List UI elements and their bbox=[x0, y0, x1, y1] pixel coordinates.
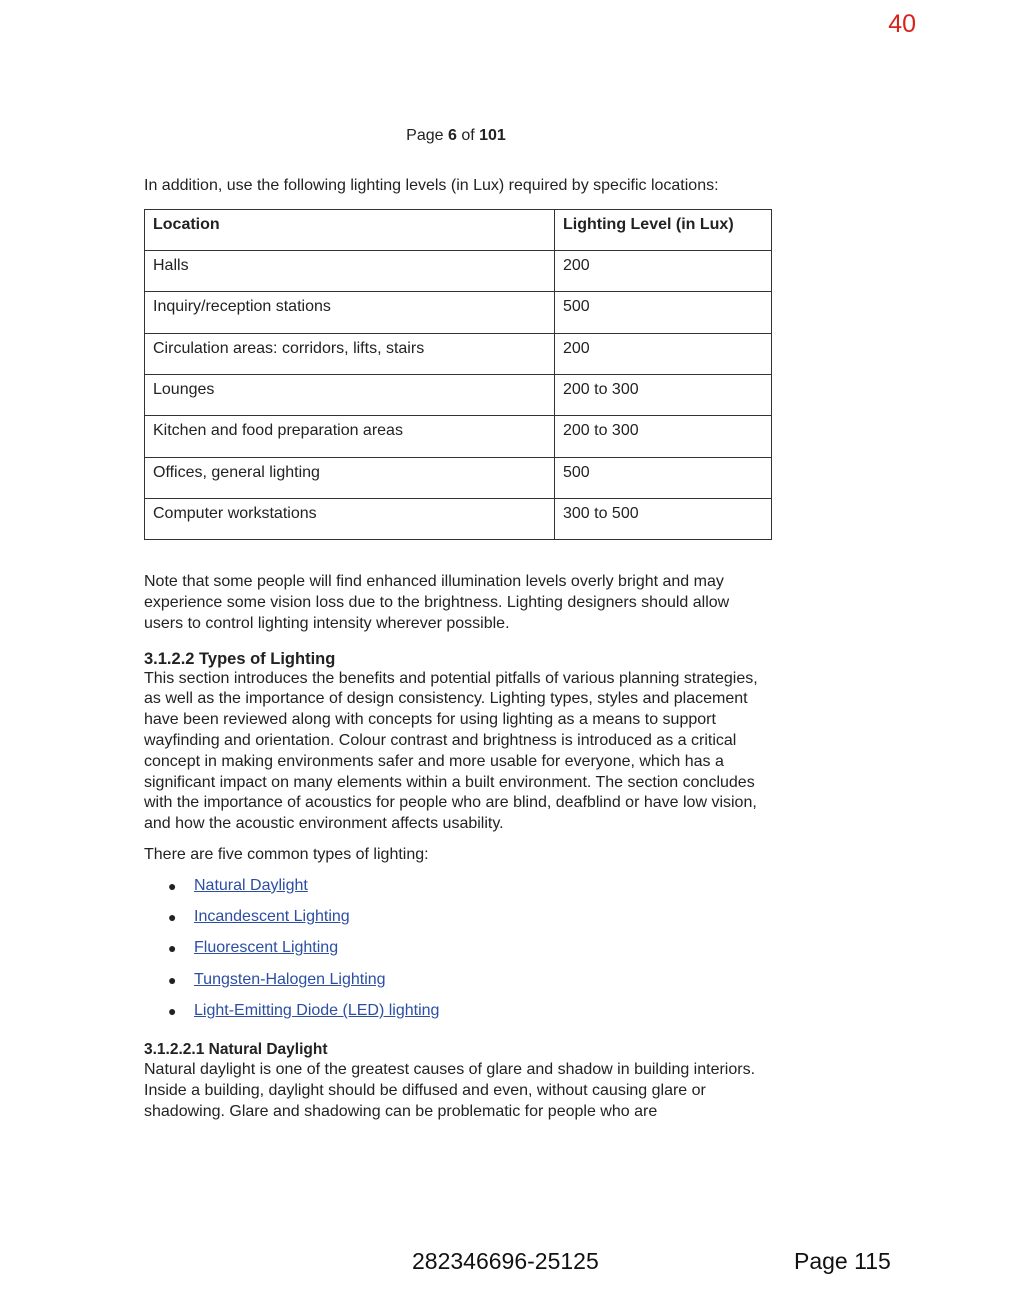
link-led-lighting[interactable]: Light-Emitting Diode (LED) lighting bbox=[194, 1001, 440, 1019]
list-item bbox=[144, 938, 772, 969]
page-header-prefix: Page bbox=[406, 127, 448, 144]
subsection-body: Natural daylight is one of the greatest causes of glare and shadow in building interiors. Inside a building, daylight should be diffused and even, without causing glare or shadowing. Glare and shadowing can be problematic for people who are bbox=[144, 1061, 756, 1120]
table-cell-location: Computer workstations bbox=[145, 498, 555, 539]
table-cell-level: 300 to 500 bbox=[555, 498, 772, 539]
link-natural-daylight[interactable]: Natural Daylight bbox=[194, 876, 308, 894]
document-body bbox=[144, 176, 772, 1133]
table-cell-location: Lounges bbox=[145, 374, 555, 415]
page-header bbox=[0, 127, 912, 145]
table-cell-level: 200 to 300 bbox=[555, 374, 772, 415]
link-fluorescent-lighting[interactable]: Fluorescent Lighting bbox=[194, 939, 339, 957]
page-header-middle: of bbox=[456, 127, 480, 144]
lighting-types-list bbox=[144, 876, 772, 1032]
section-body: This section introduces the benefits and potential pitfalls of various planning strategies, as well as the importance of design consistency. Lighting types, styles and placement have been reviewed along with concepts for using lighting as a means to support wayfinding and orientation. Colour contrast and brightness is introduced as a critical concept in making environments safer and more usable for everyone, which has a significant impact on many elements within a built environment. The section concludes with the importance of acoustics for people who are blind, deafblind or have low vision, and how the acoustic environment affects usability. bbox=[144, 669, 758, 833]
page-header-current: 6 bbox=[447, 127, 457, 144]
link-incandescent-lighting[interactable]: Incandescent Lighting bbox=[194, 908, 350, 926]
column-header-location: Location bbox=[145, 209, 555, 250]
table-cell-location: Offices, general lighting bbox=[145, 457, 555, 498]
table-row bbox=[145, 251, 772, 292]
subsection-heading: 3.1.2.2.1 Natural Daylight bbox=[144, 1041, 328, 1059]
link-tungsten-halogen-lighting[interactable]: Tungsten-Halogen Lighting bbox=[194, 970, 386, 988]
list-item bbox=[144, 1001, 772, 1032]
page-header-total: 101 bbox=[479, 127, 506, 144]
table-row bbox=[145, 333, 772, 374]
table-row bbox=[145, 292, 772, 333]
list-item bbox=[144, 970, 772, 1001]
bullet-icon: ● bbox=[168, 1002, 177, 1019]
bullet-icon: ● bbox=[168, 909, 177, 926]
table-cell-location: Halls bbox=[145, 251, 555, 292]
bullet-icon: ● bbox=[168, 877, 177, 894]
table-cell-level: 200 bbox=[555, 333, 772, 374]
note-paragraph: Note that some people will find enhanced illumination levels overly bright and may experience some vision loss due to the brightness. Lighting designers should allow users to control lighting intensity wherever possible. bbox=[144, 573, 730, 632]
table-cell-level: 500 bbox=[555, 457, 772, 498]
footer-page-number: Page 115 bbox=[794, 1248, 891, 1274]
page-stamp-number: 40 bbox=[888, 10, 916, 38]
footer-document-id: 282346696-25125 bbox=[412, 1248, 599, 1274]
table-cell-location: Circulation areas: corridors, lifts, stairs bbox=[145, 333, 555, 374]
list-item bbox=[144, 876, 772, 907]
table-cell-level: 500 bbox=[555, 292, 772, 333]
intro-paragraph: In addition, use the following lighting levels (in Lux) required by specific locations: bbox=[144, 177, 719, 194]
table-cell-location: Kitchen and food preparation areas bbox=[145, 416, 555, 457]
table-cell-level: 200 bbox=[555, 251, 772, 292]
table-row bbox=[145, 416, 772, 457]
bullet-icon: ● bbox=[168, 971, 177, 988]
column-header-lighting-level: Lighting Level (in Lux) bbox=[555, 209, 772, 250]
section-heading: 3.1.2.2 Types of Lighting bbox=[144, 649, 336, 668]
list-intro: There are five common types of lighting: bbox=[144, 845, 429, 863]
table-header-row bbox=[145, 209, 772, 250]
table-cell-level: 200 to 300 bbox=[555, 416, 772, 457]
lighting-levels-table bbox=[144, 209, 772, 540]
table-row bbox=[145, 457, 772, 498]
bullet-icon: ● bbox=[168, 940, 177, 957]
table-row bbox=[145, 374, 772, 415]
table-row bbox=[145, 498, 772, 539]
list-item bbox=[144, 907, 772, 938]
table-cell-location: Inquiry/reception stations bbox=[145, 292, 555, 333]
